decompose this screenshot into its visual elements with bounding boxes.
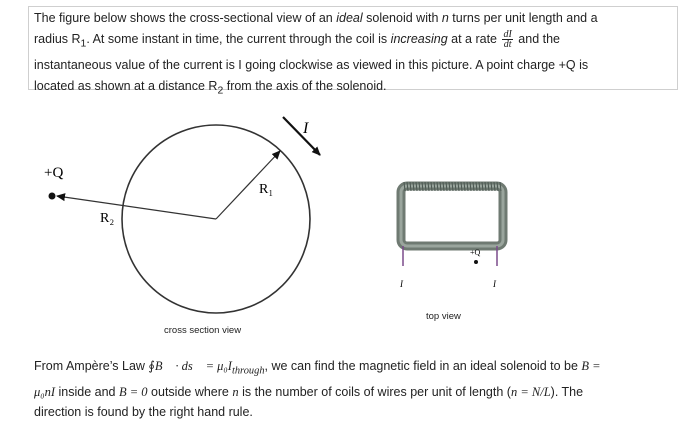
r1-label: R₁ [259, 182, 274, 197]
ampere-paragraph [34, 356, 674, 422]
text-span: ). The [550, 384, 584, 399]
text-span: outside where [147, 384, 233, 399]
symbol-n: n [441, 11, 449, 25]
coil-highlight [401, 186, 503, 246]
text-span: . At some instant in time, the current through the coil is [86, 32, 391, 46]
point-charge-dot [49, 193, 56, 200]
math-mu0-n-i: μ₀nI [34, 384, 56, 399]
cross-section-caption: cross section view [164, 325, 242, 336]
math-n-equals: n = N/L [510, 384, 551, 399]
current-label: I [303, 120, 309, 137]
text-span: inside and [55, 384, 119, 399]
subscript: 1 [80, 38, 87, 50]
math-b-equals: B = [581, 359, 601, 373]
text-span: solenoid with [362, 11, 442, 25]
fraction-denominator: dt [503, 39, 512, 51]
ampere-line-2 [34, 382, 674, 402]
emphasis-ideal: ideal [336, 11, 363, 25]
text-span: From Ampère’s Law ∮ [34, 359, 155, 373]
radius-r2-arrow [57, 196, 216, 219]
text-span: and the [514, 32, 560, 46]
ampere-line-1 [34, 356, 674, 382]
top-view-caption: top view [426, 311, 461, 322]
subscript-through: through [231, 365, 265, 377]
ampere-law-equation: B⃗ · ds⃗ = μ₀I [154, 359, 232, 373]
symbol-n: n [232, 384, 239, 399]
subscript: 2 [217, 85, 224, 96]
text-span: , we can find the magnetic field in an ideal solenoid to be [264, 359, 582, 373]
emphasis-increasing: increasing [390, 32, 448, 46]
left-lead-label: I [400, 279, 403, 289]
ampere-line-3: direction is found by the right hand rule. [34, 404, 253, 419]
coil-body [401, 186, 503, 246]
top-view-solenoid [399, 182, 503, 289]
problem-line-3: instantaneous value of the current is I going clockwise as viewed in this picture. A point charge +Q is [34, 57, 589, 72]
right-lead-label: I [493, 279, 496, 289]
math-b-zero: B = 0 [118, 384, 148, 399]
text-span: The figure below shows the cross-sectional view of an [34, 11, 337, 25]
text-span: is the number of coils of wires per unit of length ( [238, 384, 511, 399]
text-span: located as shown at a distance R [34, 78, 218, 93]
top-view-charge-label: +Q [470, 248, 481, 257]
r2-label: R₂ [100, 211, 115, 226]
charge-label: +Q [44, 165, 64, 181]
text-span: radius R [34, 32, 81, 46]
current-direction-arrow [283, 117, 320, 155]
fraction-numerator: dI [503, 29, 512, 41]
text-span: from the axis of the solenoid. [223, 78, 387, 93]
text-span: at a rate [447, 32, 501, 46]
text-span: turns per unit length and a [448, 11, 598, 25]
top-view-charge-dot [474, 260, 478, 264]
